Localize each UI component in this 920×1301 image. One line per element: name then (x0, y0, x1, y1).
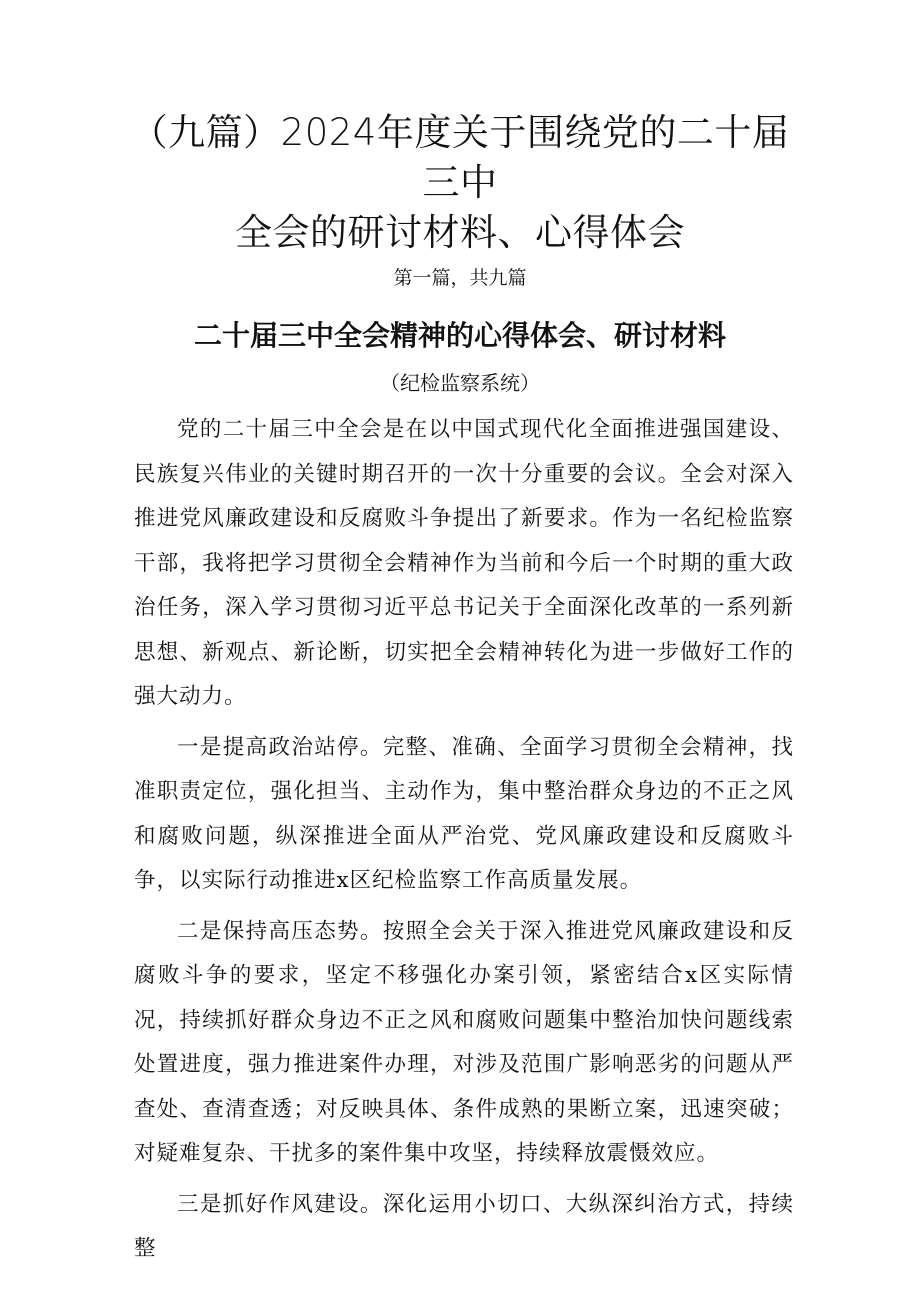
document-title (120, 108, 800, 258)
section-title: 二十届三中全会精神的心得体会、研讨材料 (193, 319, 726, 352)
title-line-2: 全会的研讨材料、心得体会 (235, 211, 685, 254)
title-line-1: （九篇）2024年度关于围绕党的二十届三中 (130, 111, 790, 204)
paragraph: 一是提高政治站停。完整、准确、全面学习贯彻全会精神，找准职责定位，强化担当、主动作为，集中整治群众身边的不正之风和腐败问题，纵深推进全面从严治党、党风廉政建设和反腐败斗争，以实际行动推进x区纪检监察工作高质量发展。 (134, 734, 794, 893)
part-label: 第一篇，共九篇 (393, 267, 527, 289)
section-subtitle: （纪检监察系统） (380, 371, 540, 395)
paragraph: 二是保持高压态势。按照全会关于深入推进党风廉政建设和反腐败斗争的要求，坚定不移强化办案引领，紧密结合x区实际情况，持续抓好群众身边不正之风和腐败问题集中整治加快问题线索处置进度，强力推进案件办理，对涉及范围广影响恶劣的问题从严查处、查清查透；对反映具体、条件成熟的果断立案，迅速突破；对疑难复杂、干扰多的案件集中攻坚，持续释放震慑效应。 (134, 918, 794, 1166)
body-text (134, 408, 794, 1272)
paragraph: 党的二十届三中全会是在以中国式现代化全面推进强国建设、民族复兴伟业的关键时期召开的一次十分重要的会议。全会对深入推进党风廉政建设和反腐败斗争提出了新要求。作为一名纪检监察干部，我将把学习贯彻全会精神作为当前和今后一个时期的重大政治任务，深入学习贯彻习近平总书记关于全面深化改革的一系列新思想、新观点、新论断，切实把全会精神转化为进一步做好工作的强大动力。 (134, 417, 794, 709)
paragraph: 三是抓好作风建设。深化运用小切口、大纵深纠治方式，持续整 (134, 1191, 794, 1261)
